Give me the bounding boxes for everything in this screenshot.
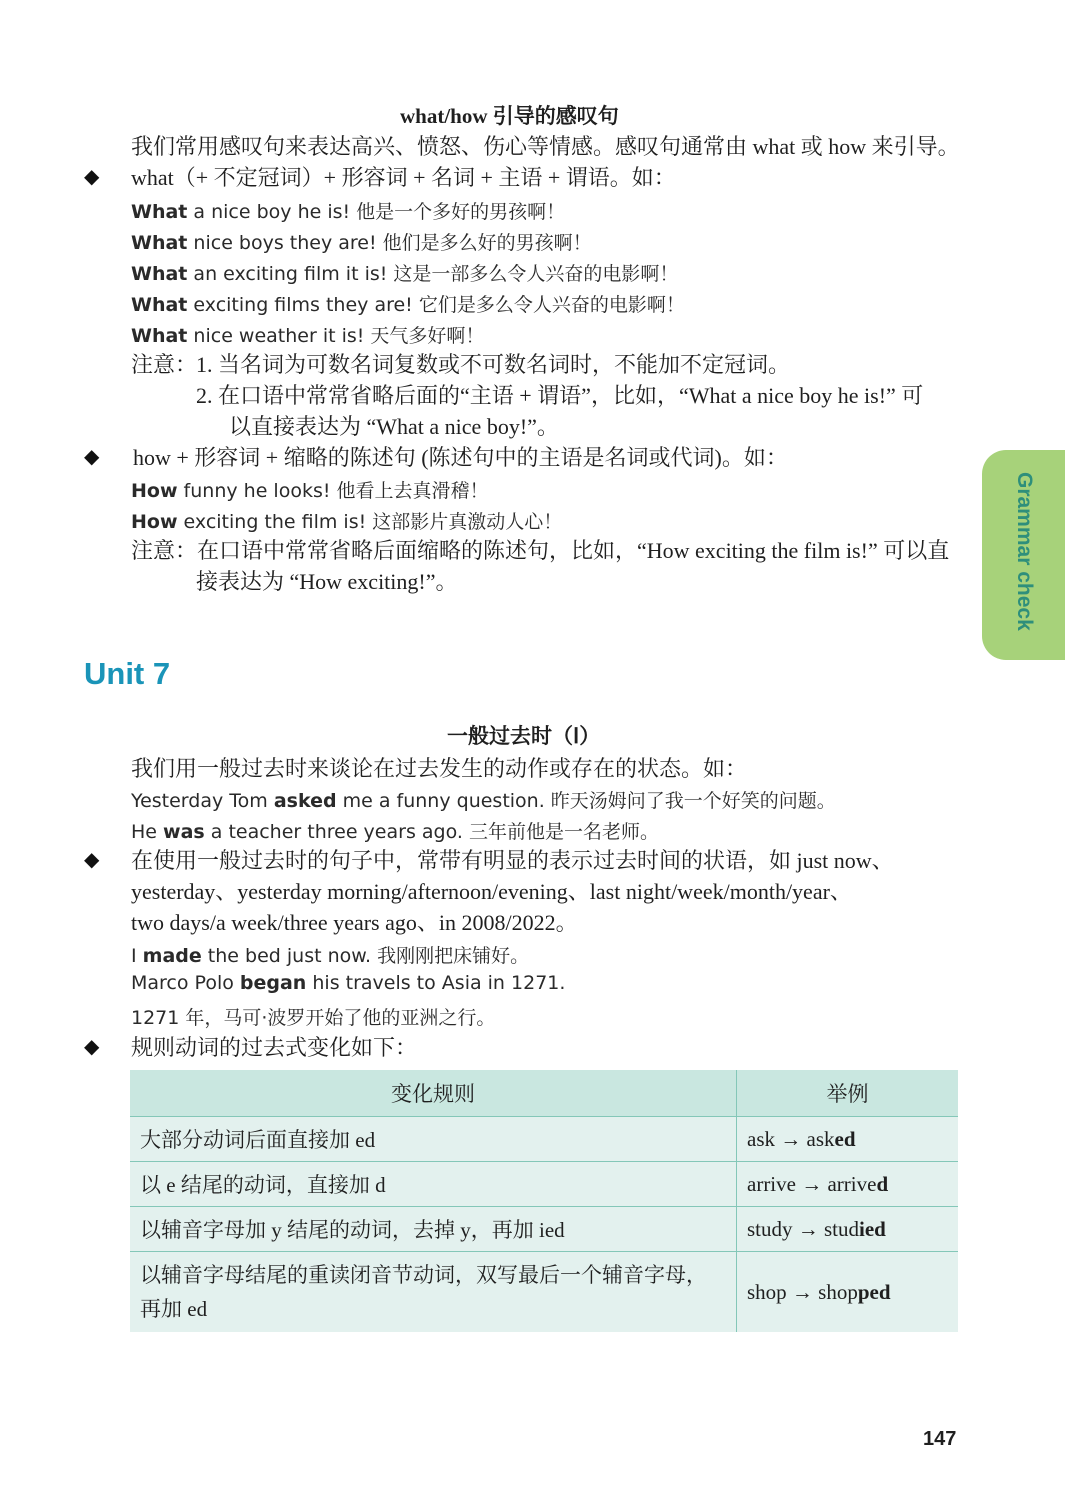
example-sentence: Yesterday Tom asked me a funny question. 昨天汤姆问了我一个好笑的问题。	[131, 790, 836, 812]
table-row	[130, 1117, 958, 1162]
section-intro: 我们用一般过去时来谈论在过去发生的动作或存在的状态。如：	[131, 756, 748, 781]
table-header: 变化规则	[130, 1070, 737, 1117]
note-item-continued: 以直接表达为 “What a nice boy!”。	[229, 414, 559, 439]
rule-how: how + 形容词 + 缩略的陈述句 (陈述句中的主语是名词或代词)。如：	[133, 445, 788, 470]
example-translation: 1271 年，马可·波罗开始了他的亚洲之行。	[131, 1007, 496, 1029]
tab-label: Grammar check	[1013, 472, 1036, 631]
note-item: 1. 当名词为可数名词复数或不可数名词时，不能加不定冠词。	[196, 352, 791, 377]
table-header: 举例	[737, 1070, 959, 1117]
example-cell: arrive → arrived	[737, 1162, 959, 1207]
note-how: 注意：在口语中常常省略后面缩略的陈述句，比如，“How exciting the film is!” 可以直	[131, 538, 950, 563]
rule-time-adverbials: two days/a week/three years ago、in 2008/2022。	[131, 910, 578, 935]
example-sentence: What nice boys they are! 他们是多么好的男孩啊！	[131, 232, 592, 254]
rule-cell: 以 e 结尾的动词，直接加 d	[130, 1162, 737, 1207]
example-cell: ask → asked	[737, 1117, 959, 1162]
section-intro: 我们常用感叹句来表达高兴、愤怒、伤心等情感。感叹句通常由 what 或 how 来引导。	[131, 134, 960, 159]
note-label: 注意：	[131, 352, 198, 377]
rule-cell: 以辅音字母加 y 结尾的动词，去掉 y，再加 ied	[130, 1207, 737, 1252]
table-header-row	[130, 1070, 958, 1117]
example-sentence: How funny he looks! 他看上去真滑稽！	[131, 480, 489, 502]
rule-time-adverbials: 在使用一般过去时的句子中，常带有明显的表示过去时间的状语，如 just now、	[131, 848, 894, 873]
example-sentence: What nice weather it is! 天气多好啊！	[131, 325, 485, 347]
rule-regular-verbs: 规则动词的过去式变化如下：	[131, 1035, 418, 1060]
example-sentence: What exciting films they are! 它们是多么令人兴奋的电影啊！	[131, 294, 685, 316]
diamond-bullet-icon: ◆	[84, 444, 100, 468]
example-cell: study → studied	[737, 1207, 959, 1252]
diamond-bullet-icon: ◆	[84, 1034, 100, 1058]
example-sentence: He was a teacher three years ago. 三年前他是一名老师。	[131, 821, 659, 843]
example-cell: shop → shopped	[747, 1279, 891, 1304]
page-number: 147	[923, 1428, 957, 1450]
note-how-continued: 接表达为 “How exciting!”。	[196, 569, 458, 594]
section-title-exclamations: what/how 引导的感叹句	[400, 104, 619, 128]
example-sentence: What a nice boy he is! 他是一个多好的男孩啊！	[131, 201, 566, 223]
example-sentence: Marco Polo began his travels to Asia in 1271.	[131, 972, 566, 994]
rule-cell: 大部分动词后面直接加 ed	[130, 1117, 737, 1162]
example-sentence: I made the bed just now. 我刚刚把床铺好。	[131, 945, 530, 967]
rule-what: what（+ 不定冠词）+ 形容词 + 名词 + 主语 + 谓语。如：	[131, 165, 676, 190]
table-row	[130, 1252, 958, 1333]
rule-cell: 以辅音字母结尾的重读闭音节动词，双写最后一个辅音字母， 再加 ed	[130, 1252, 737, 1333]
table-row	[130, 1207, 958, 1252]
example-sentence: What an exciting film it is! 这是一部多么令人兴奋的电影啊！	[131, 263, 679, 285]
diamond-bullet-icon: ◆	[84, 164, 100, 188]
table-row	[130, 1162, 958, 1207]
grammar-check-tab	[982, 450, 1065, 660]
unit-title: Unit 7	[84, 656, 171, 691]
note-item: 2. 在口语中常常省略后面的“主语 + 谓语”，比如，“What a nice boy he is!” 可	[196, 383, 924, 408]
section-title-past-tense: 一般过去时（Ⅰ）	[447, 724, 601, 748]
rule-time-adverbials: yesterday、yesterday morning/afternoon/evening、last night/week/month/year、	[131, 879, 852, 904]
example-sentence: How exciting the film is! 这部影片真激动人心！	[131, 511, 563, 533]
past-tense-rules-table	[130, 1070, 958, 1332]
diamond-bullet-icon: ◆	[84, 847, 100, 871]
